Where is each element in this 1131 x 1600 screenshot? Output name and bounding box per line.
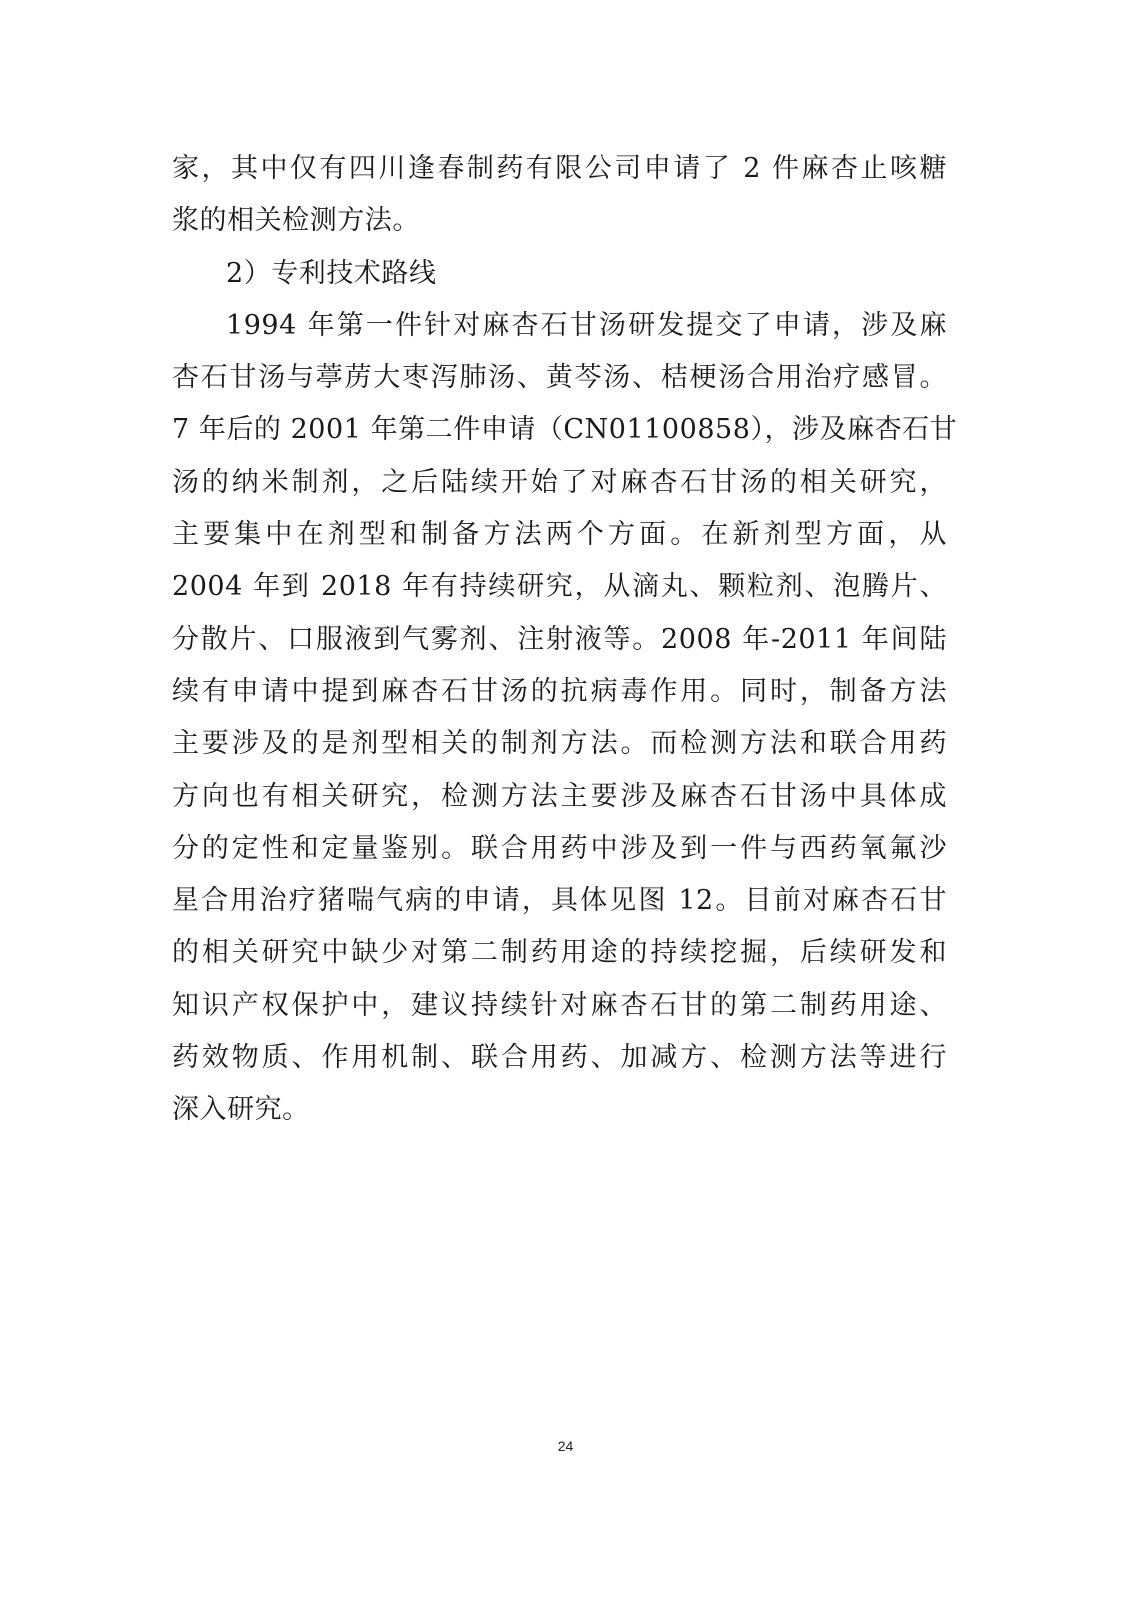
text-line: 7 年后的 2001 年第二件申请（CN01100858），涉及麻杏石甘 <box>172 414 958 446</box>
text-line: 的相关研究中缺少对第二制药用途的持续挖掘，后续研发和 <box>172 937 947 969</box>
text-line: 家，其中仅有四川逢春制药有限公司申请了 2 件麻杏止咳糖 <box>172 153 947 184</box>
text-line: 分的定性和定量鉴别。联合用药中涉及到一件与西药氧氟沙 <box>172 832 947 864</box>
text-line: 方向也有相关研究，检测方法主要涉及麻杏石甘汤中具体成 <box>172 780 947 812</box>
text-line: 续有申请中提到麻杏石甘汤的抗病毒作用。同时，制备方法 <box>172 675 947 707</box>
text-line: 星合用治疗猪喘气病的申请，具体见图 12。目前对麻杏石甘 <box>172 885 947 917</box>
text-line: 深入研究。 <box>172 1094 310 1126</box>
text-line: 杏石甘汤与葶苈大枣泻肺汤、黄芩汤、桔梗汤合用治疗感冒。 <box>172 362 947 394</box>
text-line: 汤的纳米制剂，之后陆续开始了对麻杏石甘汤的相关研究， <box>172 466 947 498</box>
text-line: 2004 年到 2018 年有持续研究，从滴丸、颗粒剂、泡腾片、 <box>172 571 947 603</box>
text-line: 知识产权保护中，建议持续针对麻杏石甘的第二制药用途、 <box>172 989 947 1021</box>
section-heading: 2）专利技术路线 <box>226 257 437 289</box>
text-line: 分散片、口服液到气雾剂、注射液等。2008 年-2011 年间陆 <box>172 623 947 655</box>
text-line: 主要集中在剂型和制备方法两个方面。在新剂型方面，从 <box>172 519 947 551</box>
text-line: 药效物质、作用机制、联合用药、加减方、检测方法等进行 <box>172 1042 947 1074</box>
text-line: 浆的相关检测方法。 <box>172 205 420 237</box>
body-text <box>172 146 958 1140</box>
text-line: 1994 年第一件针对麻杏石甘汤研发提交了申请，涉及麻 <box>226 309 947 341</box>
text-line: 主要涉及的是剂型相关的制剂方法。而检测方法和联合用药 <box>172 728 947 760</box>
page-number: 24 <box>557 1438 574 1454</box>
